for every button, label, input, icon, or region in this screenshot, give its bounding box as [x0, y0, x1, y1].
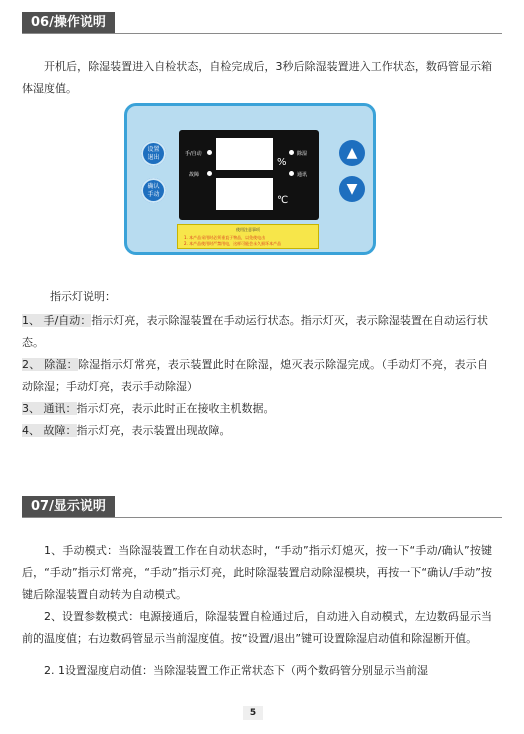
led-label-comm: 通讯: [297, 172, 308, 178]
control-panel-figure: [124, 103, 376, 255]
page-number: 5: [243, 706, 263, 720]
section-07-title: 07/显示说明: [22, 496, 115, 518]
display-panel: [179, 130, 319, 220]
section-07-paragraph-3: 2. 1设置湿度启动值：当除湿装置工作正常状态下（两个数码管分别显示当前湿: [44, 664, 428, 677]
indicator-label-3: 3、 通讯：: [22, 402, 77, 415]
confirm-label: 确认: [147, 182, 160, 190]
set-label: 设置: [147, 145, 160, 153]
warning-title: 使用注意事项: [236, 227, 260, 232]
led-label-manual: 手/自动: [185, 151, 202, 157]
section-07-paragraph-1: 1、手动模式：当除湿装置工作在自动状态时，“手动”指示灯熄灭，按一下“手动/确认”按键后，“手动”指示灯常亮，“手动”指示灯亮，此时除湿装置启动除湿模块，再按一下“确认/手动”按键后除湿装置自动转为自动模式。: [22, 544, 492, 601]
humidity-unit: %: [277, 157, 287, 168]
led-label-fault: 故障: [189, 172, 200, 178]
section-06-rule: [22, 33, 502, 34]
indicator-item-2: [22, 354, 488, 398]
indicator-text-3: 指示灯亮，表示此时正在接收主机数据。: [76, 402, 275, 415]
section-07-rule: [22, 517, 502, 518]
confirm-manual-button: [141, 178, 166, 203]
indicator-item-4: [22, 420, 488, 442]
humidity-digit-display: [216, 138, 273, 170]
warning-line-1: 1. 本产品采用时必须垂直于物品，以免使电击: [184, 235, 266, 240]
manual-label: 手动: [147, 190, 160, 198]
down-arrow-icon: ▼: [339, 176, 365, 202]
temperature-digit-display: [216, 178, 273, 210]
indicator-text-2: 除湿指示灯常亮，表示装置此时在除湿，熄灭表示除湿完成。（手动灯不亮，表示自动除湿；手动灯亮，表示手动除湿）: [22, 358, 489, 393]
led-label-dehumid: 除湿: [297, 151, 308, 157]
warning-label: [177, 224, 319, 249]
indicator-item-3: [22, 398, 488, 420]
warning-line-2: 2. 本产品使用时严禁用电，这样可能会永久损坏本产品: [184, 241, 282, 246]
section-07-paragraph-2: 2、设置参数模式：电源接通后，除湿装置自检通过后，自动进入自动模式，左边数码显示当前的温度值；右边数码管显示当前湿度值。按“设置/退出”键可设置除湿启动值和除湿断开值。: [22, 610, 492, 645]
led-comm: [289, 171, 294, 176]
indicator-label-4: 4、 故障：: [22, 424, 77, 437]
led-fault: [207, 171, 212, 176]
led-manual: [207, 150, 212, 155]
set-exit-button: [141, 141, 166, 166]
indicator-label-2: 2、 除湿：: [22, 358, 78, 371]
temperature-unit: ℃: [277, 195, 289, 206]
up-arrow-icon: ▲: [339, 140, 365, 166]
indicator-text-1: 指示灯亮，表示除湿装置在手动运行状态。指示灯灭，表示除湿装置在自动运行状态。: [22, 314, 489, 349]
section-06-title: 06/操作说明: [22, 12, 115, 34]
led-dehumid: [289, 150, 294, 155]
indicator-item-1: [22, 310, 488, 354]
section-06-intro: 开机后，除湿装置进入自检状态，自检完成后，3秒后除湿装置进入工作状态，数码管显示箱体湿度值。: [22, 60, 492, 95]
indicator-heading: 指示灯说明：: [50, 290, 116, 303]
exit-label: 退出: [147, 153, 160, 161]
indicator-label-1: 1、 手/自动：: [22, 314, 92, 327]
indicator-text-4: 指示灯亮，表示装置出现故障。: [76, 424, 231, 437]
